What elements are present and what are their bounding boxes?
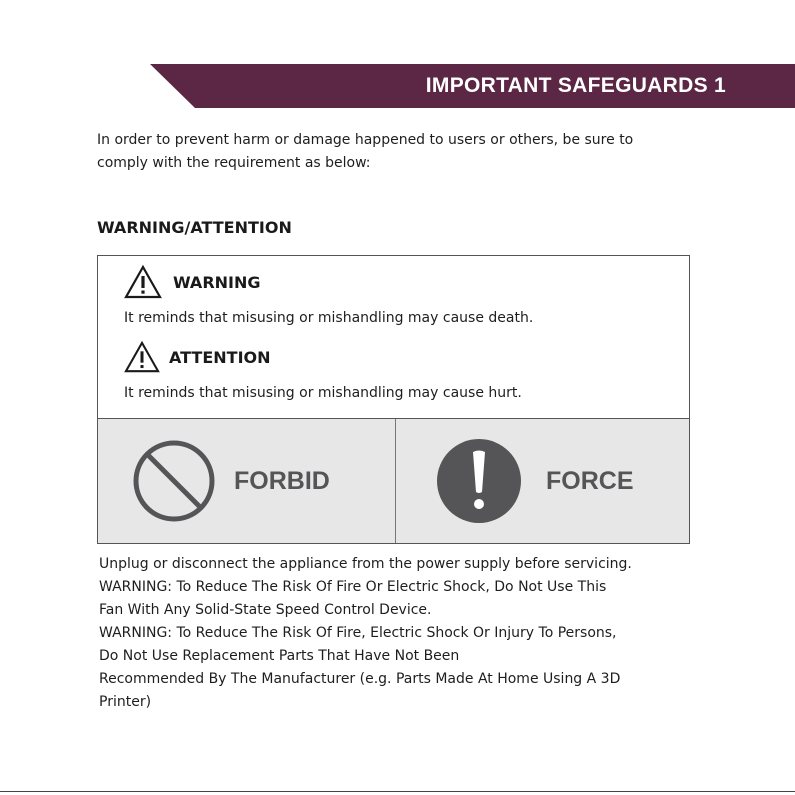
- symbol-legend-box: [97, 255, 690, 544]
- symbol-legend-top: [98, 256, 689, 418]
- symbol-legend-bottom: [98, 418, 689, 543]
- warning-triangle-icon: [123, 340, 161, 374]
- force-label: FORCE: [546, 466, 634, 495]
- safeguard-line: WARNING: To Reduce The Risk Of Fire Or Electric Shock, Do Not Use This: [99, 579, 607, 595]
- safeguard-line: Recommended By The Manufacturer (e.g. Parts Made At Home Using A 3D: [99, 671, 621, 687]
- warning-label: WARNING: [173, 272, 261, 292]
- prohibition-icon: [132, 439, 216, 523]
- forbid-label: FORBID: [234, 466, 330, 495]
- safeguard-line: Unplug or disconnect the appliance from the power supply before servicing.: [99, 556, 632, 572]
- section-heading: WARNING/ATTENTION: [97, 218, 292, 237]
- safeguard-line: Printer): [99, 694, 152, 710]
- safeguard-text: [99, 553, 699, 714]
- safeguard-line: Do Not Use Replacement Parts That Have Not Been: [99, 648, 460, 664]
- attention-row: [123, 340, 271, 374]
- exclamation-circle-icon: [436, 438, 522, 524]
- warning-description: It reminds that misusing or mishandling may cause death.: [124, 310, 534, 326]
- attention-description: It reminds that misusing or mishandling may cause hurt.: [124, 385, 522, 401]
- warning-triangle-icon: [123, 264, 163, 300]
- force-cell: [436, 419, 634, 543]
- intro-line: comply with the requirement as below:: [97, 155, 371, 171]
- attention-label: ATTENTION: [169, 347, 271, 367]
- forbid-cell: [132, 419, 330, 543]
- warning-row: [123, 264, 261, 300]
- intro-paragraph: [97, 129, 707, 175]
- footer-rule: [0, 791, 795, 792]
- safeguard-line: Fan With Any Solid-State Speed Control Device.: [99, 602, 432, 618]
- page-title: IMPORTANT SAFEGUARDS 1: [425, 74, 726, 97]
- intro-line: In order to prevent harm or damage happened to users or others, be sure to: [97, 132, 634, 148]
- safeguard-line: WARNING: To Reduce The Risk Of Fire, Electric Shock Or Injury To Persons,: [99, 625, 617, 641]
- cell-divider: [395, 419, 396, 543]
